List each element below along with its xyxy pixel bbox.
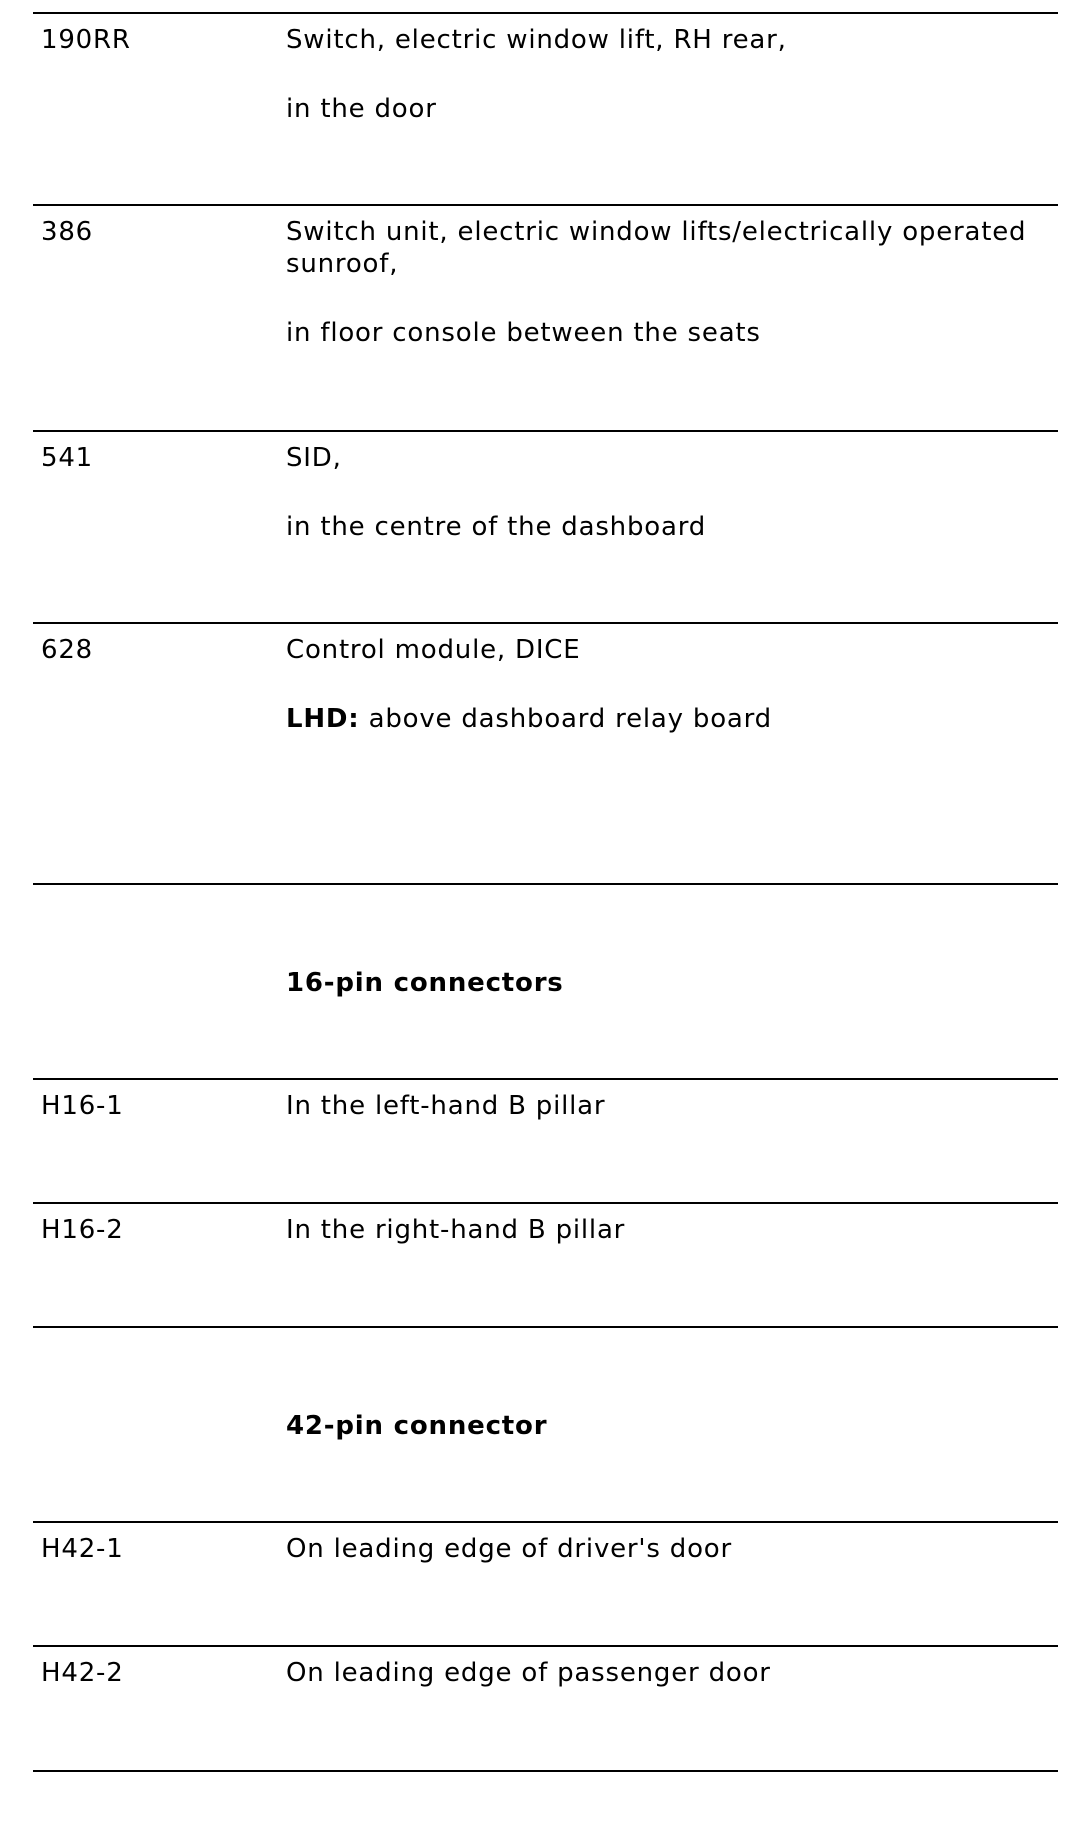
connector-code: H42-1 <box>41 1534 124 1564</box>
component-description: SID, <box>286 443 342 473</box>
connector-code: H16-1 <box>41 1091 124 1121</box>
component-description: Control module, DICE <box>286 635 581 665</box>
section-heading-16pin: 16-pin connectors <box>286 968 564 998</box>
component-location <box>286 703 1051 735</box>
connector-location: On leading edge of driver's door <box>286 1534 732 1564</box>
component-description-cell <box>286 24 1051 125</box>
table-divider <box>33 430 1058 432</box>
table-divider <box>33 622 1058 624</box>
connector-location: In the right-hand B pillar <box>286 1215 626 1245</box>
connector-location: On leading edge of passenger door <box>286 1658 771 1688</box>
table-divider <box>33 12 1058 14</box>
table-divider <box>33 204 1058 206</box>
component-location: in floor console between the seats <box>286 318 761 348</box>
connector-code: H42-2 <box>41 1658 124 1688</box>
component-description-cell <box>286 442 1051 543</box>
component-location: in the door <box>286 94 437 124</box>
component-code: 386 <box>41 217 94 247</box>
location-prefix: LHD: <box>286 704 360 734</box>
component-code: 541 <box>41 443 94 473</box>
component-description-cell <box>286 216 1051 349</box>
component-location: in the centre of the dashboard <box>286 512 707 542</box>
connector-location: In the left-hand B pillar <box>286 1091 606 1121</box>
table-divider <box>33 1078 1058 1080</box>
location-text: above dashboard relay board <box>359 704 772 734</box>
component-code: 628 <box>41 635 94 665</box>
component-description-cell <box>286 634 1051 735</box>
table-divider <box>33 1770 1058 1772</box>
table-divider <box>33 1645 1058 1647</box>
table-divider <box>33 1326 1058 1328</box>
component-description: Switch, electric window lift, RH rear, <box>286 25 787 55</box>
table-divider <box>33 883 1058 885</box>
component-description: Switch unit, electric window lifts/electrically operated sunroof, <box>286 217 1027 279</box>
table-divider <box>33 1202 1058 1204</box>
table-divider <box>33 1521 1058 1523</box>
section-heading-42pin: 42-pin connector <box>286 1411 548 1441</box>
connector-code: H16-2 <box>41 1215 124 1245</box>
component-code: 190RR <box>41 25 131 55</box>
